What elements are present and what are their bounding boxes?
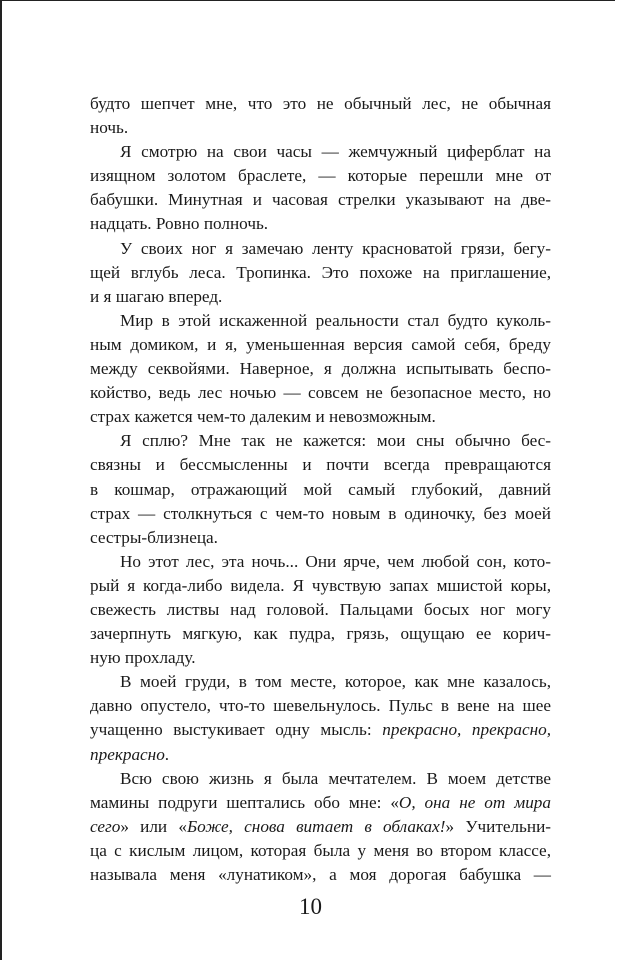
text-run: свежесть листвы над головой. Пальцами босых ног могу <box>90 599 551 619</box>
text-run: Я сплю? Мне так не кажется: мои сны обычно бес- <box>120 431 551 451</box>
text-run: В моей груди, в том месте, которое, как мне казалось, <box>120 672 551 692</box>
text-run: изящном золотом браслете, — которые перешли мне от <box>90 166 551 186</box>
text-line <box>90 478 551 502</box>
text-line <box>90 92 551 116</box>
text-line <box>90 309 551 333</box>
text-run: мамины подруги шептались обо мне: « <box>90 792 399 812</box>
text-run: и я шагаю вперед. <box>90 286 223 306</box>
text-run: ную прохладу. <box>90 648 196 668</box>
paragraph <box>90 550 551 670</box>
text-run: ца с кислым лицом, которая была у меня во втором классе, <box>90 840 551 860</box>
italic-text: сего <box>90 816 121 836</box>
text-run: Всю свою жизнь я была мечтателем. В моем детстве <box>120 768 551 788</box>
text-run: давно опустело, что-то шевельнулось. Пульс в вене на шее <box>90 696 551 716</box>
page-number: 10 <box>299 894 322 919</box>
text-run: страх — столкнуться с чем-то новым в одиночку, без моей <box>90 503 551 523</box>
text-run: » Учительни- <box>445 816 551 836</box>
text-run: рый я когда-либо видела. Я чувствую запах мшистой коры, <box>90 575 551 595</box>
text-run: У своих ног я замечаю ленту красноватой грязи, бегу- <box>120 238 551 258</box>
text-line <box>90 333 551 357</box>
text-line <box>90 116 551 140</box>
text-run: учащенно выстукивает одну мысль: <box>90 720 383 740</box>
text-line <box>90 863 551 887</box>
text-line <box>90 502 551 526</box>
text-line <box>90 574 551 598</box>
text-line <box>90 670 551 694</box>
italic-text: О, она не от мира <box>398 792 551 812</box>
text-run: связны и бессмысленны и почти всегда превращаются <box>90 455 551 475</box>
text-run: койство, ведь лес ночью — совсем не безопасное место, но <box>90 383 551 403</box>
text-line <box>90 164 551 188</box>
text-line <box>90 646 551 670</box>
paragraph <box>90 309 551 429</box>
text-line <box>90 622 551 646</box>
paragraph <box>90 140 551 236</box>
text-line <box>90 212 551 236</box>
text-line <box>90 815 551 839</box>
text-line <box>90 357 551 381</box>
text-run: Я смотрю на свои часы — жемчужный циферблат на <box>120 142 551 162</box>
paragraph <box>90 237 551 309</box>
body-text <box>90 92 551 887</box>
text-run: страх кажется чем-то далеким и невозможным. <box>90 407 436 427</box>
text-run: надцать. Ровно полночь. <box>90 214 269 234</box>
text-line <box>90 767 551 791</box>
text-line <box>90 743 551 767</box>
paragraph <box>90 767 551 887</box>
text-line <box>90 237 551 261</box>
text-run: сестры-близнеца. <box>90 527 218 547</box>
text-run: » или « <box>120 816 187 836</box>
text-line <box>90 550 551 574</box>
italic-text: Боже, снова витает в облаках! <box>186 816 446 836</box>
text-run: Мир в этой искаженной реальности стал будто куколь- <box>120 310 551 330</box>
text-run: зачерпнуть мягкую, как пудра, грязь, ощущаю ее корич- <box>90 624 551 644</box>
text-line <box>90 261 551 285</box>
text-run: в кошмар, отражающий мой самый глубокий, давний <box>90 479 551 499</box>
text-line <box>90 839 551 863</box>
paragraph <box>90 429 551 549</box>
text-line <box>90 791 551 815</box>
text-line <box>90 140 551 164</box>
text-line <box>90 718 551 742</box>
text-run: ным домиком, и я, уменьшенная версия самой себя, бреду <box>90 334 551 354</box>
text-line <box>90 188 551 212</box>
text-line <box>90 405 551 429</box>
text-run: ночь. <box>90 118 129 138</box>
text-line <box>90 598 551 622</box>
text-line <box>90 429 551 453</box>
text-run: . <box>164 744 170 764</box>
text-run: Но этот лес, эта ночь... Они ярче, чем любой сон, кото- <box>120 551 551 571</box>
text-run: бабушки. Минутная и часовая стрелки указывают на две- <box>90 190 551 210</box>
paragraph <box>90 92 551 140</box>
text-run: между секвойями. Наверное, я должна испытывать беспо- <box>90 359 551 379</box>
text-line <box>90 381 551 405</box>
text-run: щей вглубь леса. Тропинка. Это похоже на приглашение, <box>90 262 551 282</box>
text-line <box>90 285 551 309</box>
text-line <box>90 694 551 718</box>
text-line <box>90 453 551 477</box>
text-run: будто шепчет мне, что это не обычный лес, не обычная <box>90 94 551 113</box>
italic-text: прекрасно <box>90 744 165 764</box>
text-line <box>90 526 551 550</box>
text-run: называла меня «лунатиком», а моя дорогая бабушка — <box>90 865 551 884</box>
italic-text: прекрасно, прекрасно, <box>382 720 551 740</box>
paragraph <box>90 670 551 766</box>
